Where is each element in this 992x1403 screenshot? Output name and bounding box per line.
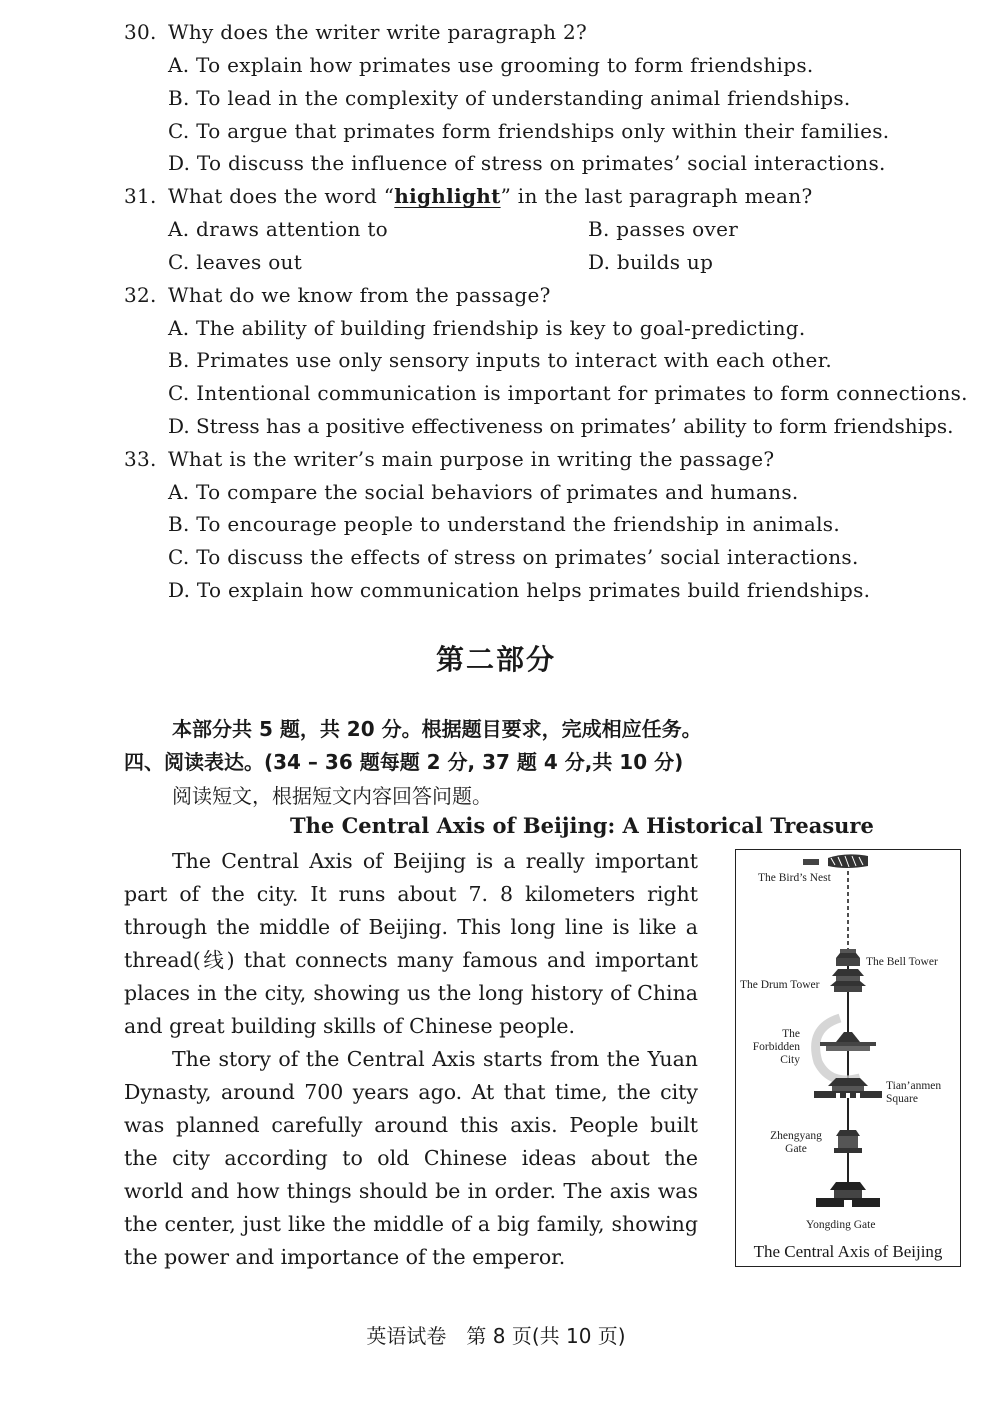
figure-caption: The Central Axis of Beijing bbox=[753, 1242, 943, 1261]
question-number: 31. bbox=[124, 184, 157, 208]
label-forbidden-city: The Forbidden City bbox=[752, 1028, 800, 1066]
question-text-after: ” in the last paragraph mean? bbox=[500, 184, 813, 208]
drum-tower-icon bbox=[830, 969, 866, 992]
yongding-gate-icon bbox=[816, 1182, 880, 1207]
page-footer: 英语试卷 第 8 页(共 10 页) bbox=[366, 1324, 626, 1348]
question-30-option-a: A. To explain how primates use grooming to form friendships. bbox=[168, 53, 814, 77]
question-number: 32. bbox=[124, 283, 157, 307]
question-31-option-c: C. leaves out bbox=[168, 250, 303, 274]
question-number: 33. bbox=[124, 447, 157, 471]
question-32-option-b: B. Primates use only sensory inputs to interact with each other. bbox=[168, 348, 833, 372]
question-31-option-d: D. builds up bbox=[588, 250, 714, 274]
passage-paragraph-2: The story of the Central Axis starts from the Yuan Dynasty, around 700 years ago. At that time, the city was planned carefully around this axis. People built the city according to old Chinese ideas about the world and how things should be in order. The axis was the center, just like the middle of a big family, showing the power and importance of the emperor. bbox=[124, 1047, 698, 1269]
question-33-option-b: B. To encourage people to understand the friendship in animals. bbox=[168, 512, 840, 536]
question-33-stem bbox=[124, 447, 774, 471]
question-31-option-b: B. passes over bbox=[588, 217, 739, 241]
question-text: What do we know from the passage? bbox=[168, 283, 551, 307]
question-text-before: What does the word “ bbox=[168, 184, 395, 208]
section-intro: 本部分共 5 题，共 20 分。根据题目要求，完成相应任务。 bbox=[172, 717, 702, 741]
question-32-stem bbox=[124, 283, 551, 307]
question-30-option-d: D. To discuss the influence of stress on primates’ social interactions. bbox=[168, 151, 886, 175]
question-33-option-a: A. To compare the social behaviors of primates and humans. bbox=[168, 480, 799, 504]
question-32-option-d: D. Stress has a positive effectiveness on primates’ ability to form friendships. bbox=[168, 414, 954, 438]
label-zhengyang: Zhengyang Gate bbox=[770, 1130, 822, 1155]
highlighted-word: highlight bbox=[394, 184, 501, 208]
instruction-text: 阅读短文，根据短文内容回答问题。 bbox=[172, 784, 492, 808]
label-tiananmen: Tian’anmen Square bbox=[886, 1080, 942, 1105]
question-30-stem bbox=[124, 20, 587, 44]
label-bell-tower: The Bell Tower bbox=[866, 956, 938, 968]
birds-nest-icon bbox=[803, 854, 868, 868]
central-axis-figure bbox=[735, 849, 961, 1267]
passage-paragraph-1: The Central Axis of Beijing is a really important part of the city. It runs about 7. 8 kilometers right through the middle of Beijing. This long line is like a thread(线) that connects many famous and important places in the city, showing us the long history of China and great building skills of Chinese people. bbox=[124, 849, 698, 1038]
question-31-stem bbox=[124, 184, 812, 208]
part-heading: 四、阅读表达。(34 – 36 题每题 2 分, 37 题 4 分,共 10 分) bbox=[124, 750, 684, 774]
passage-body bbox=[124, 845, 698, 1274]
question-30-option-b: B. To lead in the complexity of understanding animal friendships. bbox=[168, 86, 851, 110]
question-number: 30. bbox=[124, 20, 157, 44]
question-33-option-c: C. To discuss the effects of stress on primates’ social interactions. bbox=[168, 545, 859, 569]
bell-tower-icon bbox=[836, 949, 860, 966]
question-32-option-a: A. The ability of building friendship is key to goal-predicting. bbox=[168, 316, 806, 340]
passage-title: The Central Axis of Beijing: A Historical Treasure bbox=[290, 813, 874, 838]
question-text: What is the writer’s main purpose in writing the passage? bbox=[168, 447, 775, 471]
zhengyang-gate-icon bbox=[834, 1130, 862, 1153]
question-31-option-a: A. draws attention to bbox=[168, 217, 388, 241]
label-yongding: Yongding Gate bbox=[806, 1219, 876, 1231]
label-birds-nest: The Bird’s Nest bbox=[758, 872, 831, 884]
question-33-option-d: D. To explain how communication helps primates build friendships. bbox=[168, 578, 871, 602]
question-32-option-c: C. Intentional communication is important for primates to form connections. bbox=[168, 381, 968, 405]
section-title: 第二部分 bbox=[435, 643, 556, 676]
question-30-option-c: C. To argue that primates form friendships only within their families. bbox=[168, 119, 890, 143]
forbidden-city-icon bbox=[820, 1032, 876, 1051]
tiananmen-icon bbox=[814, 1078, 882, 1098]
question-text: Why does the writer write paragraph 2? bbox=[168, 20, 588, 44]
label-drum-tower: The Drum Tower bbox=[740, 979, 820, 991]
